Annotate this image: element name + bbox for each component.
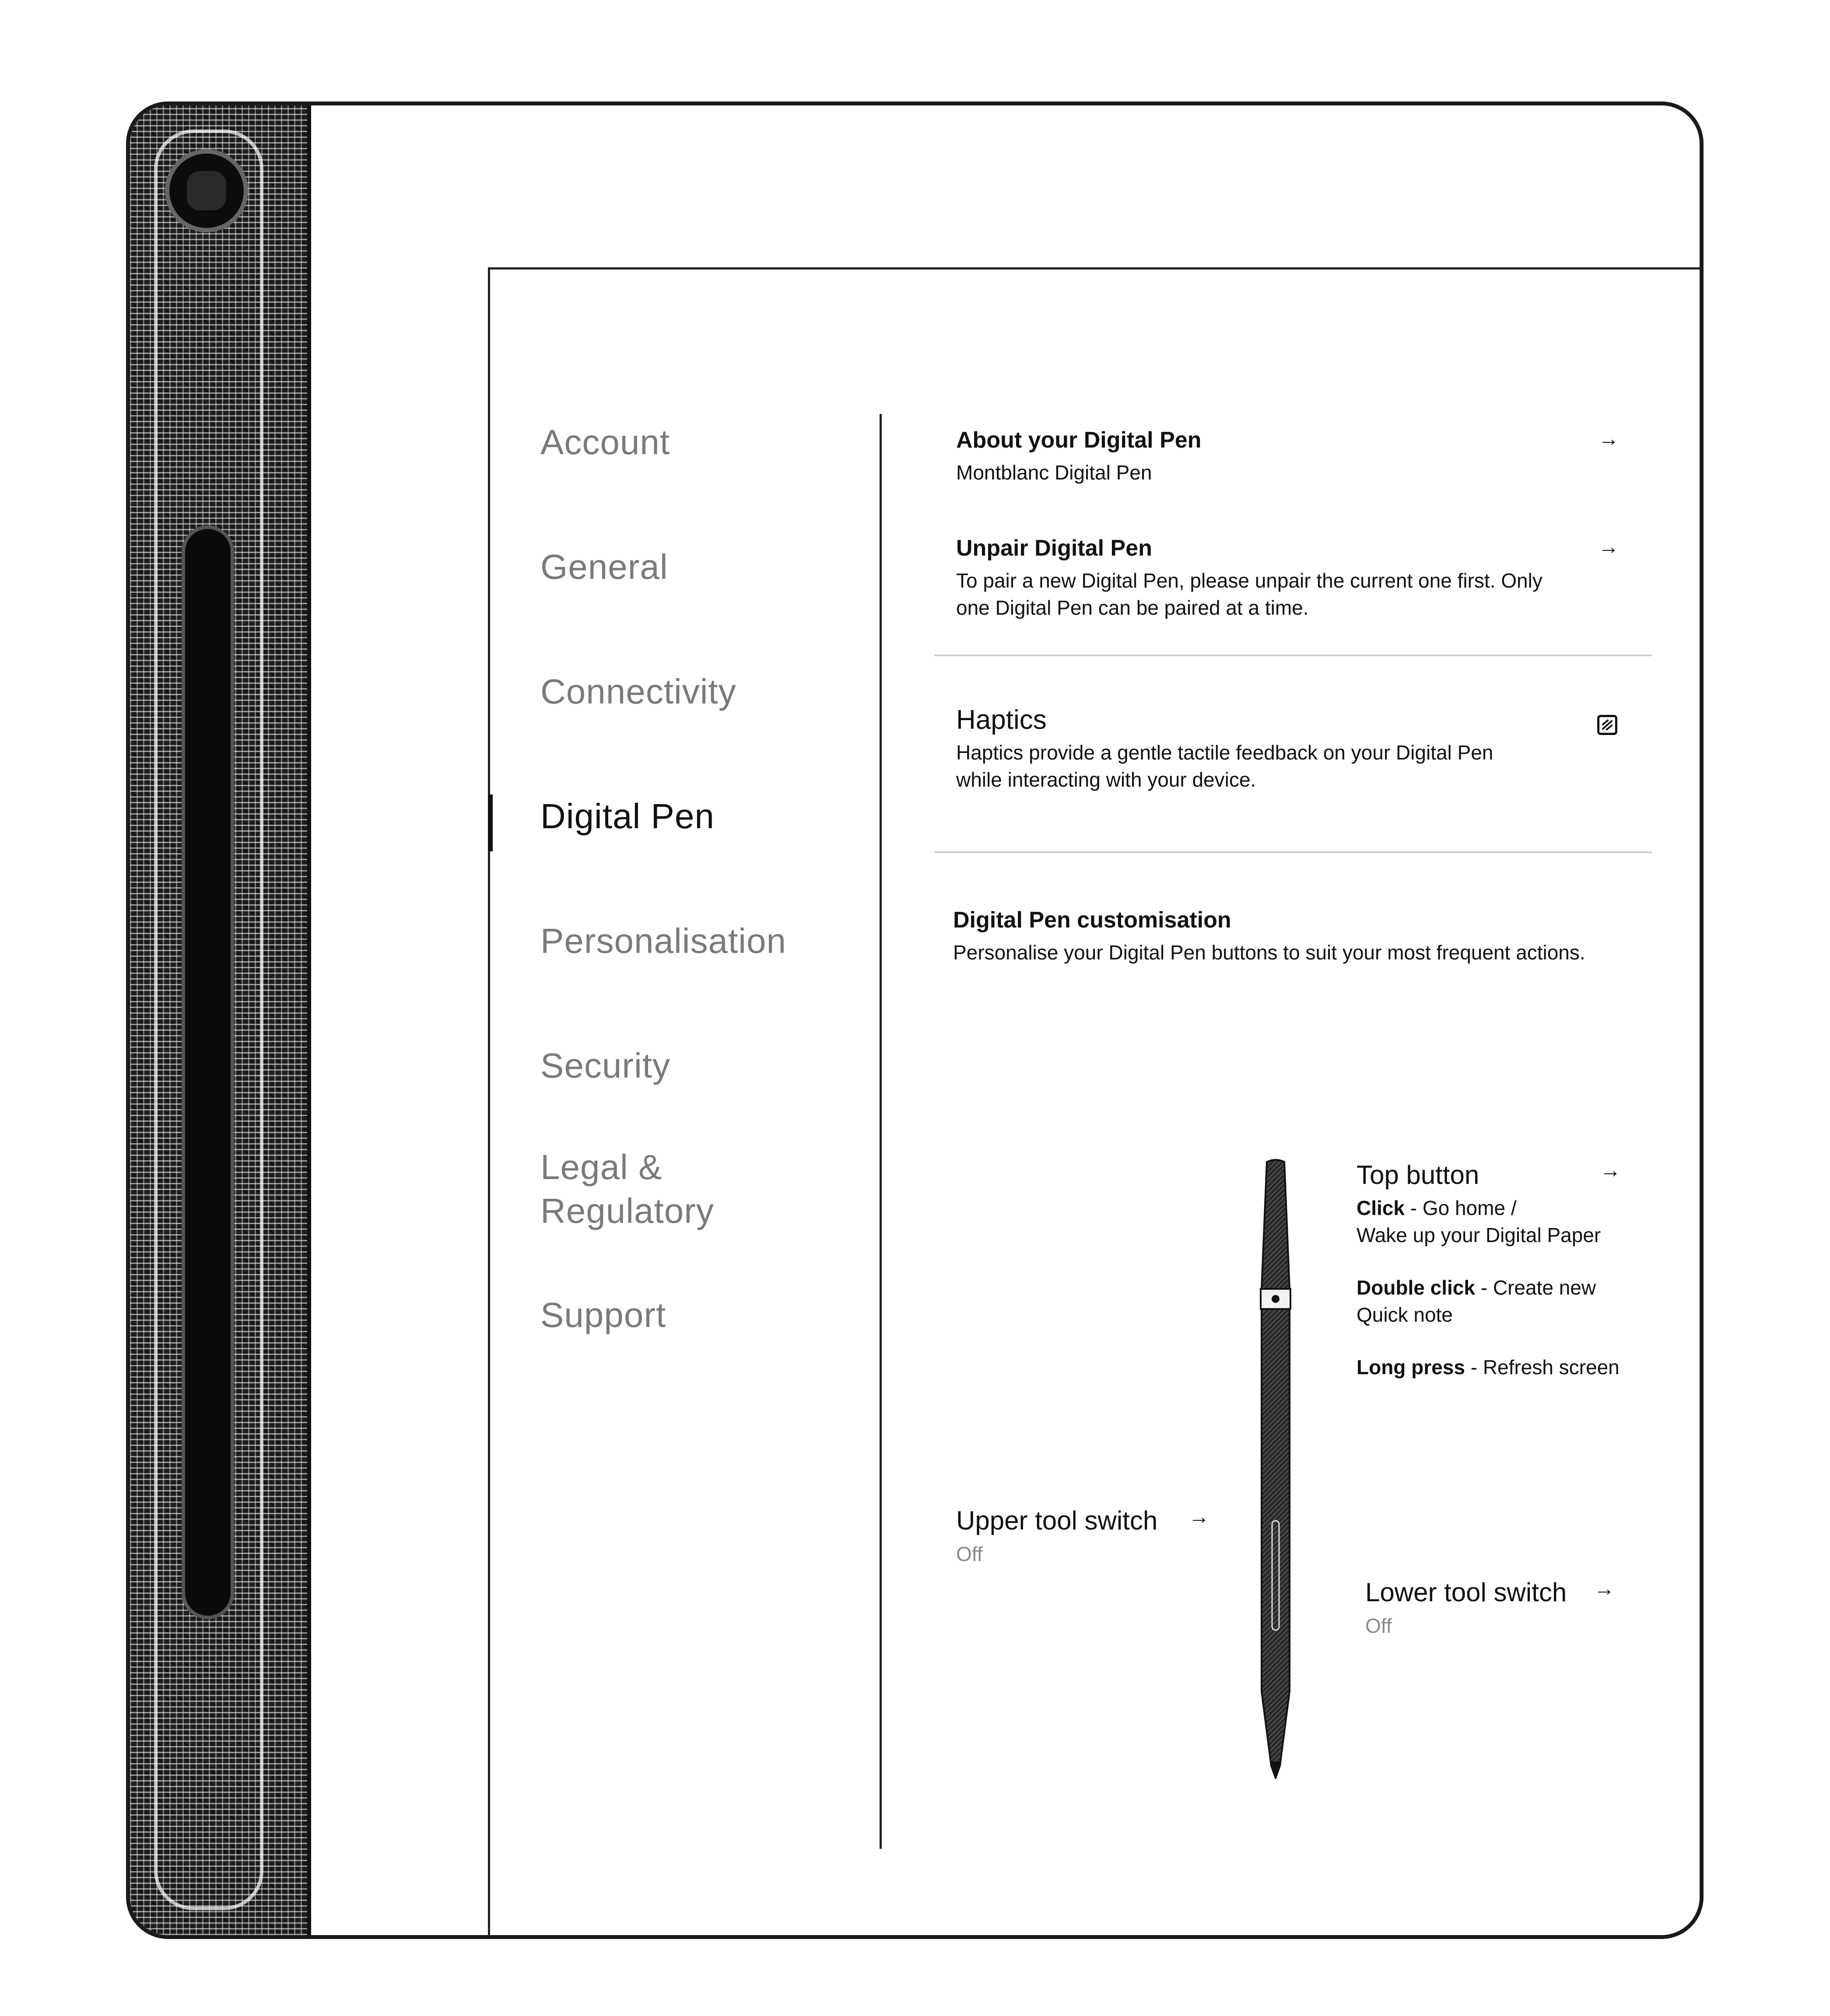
sidebar-item-account[interactable]: Account <box>540 423 670 462</box>
action-text: - Create new <box>1475 1276 1596 1299</box>
sidebar-item-support[interactable]: Support <box>540 1295 666 1334</box>
row-subtitle <box>956 739 1639 793</box>
device-spine <box>130 105 311 1935</box>
sidebar-item-label: Legal & <box>540 1148 663 1186</box>
row-subtitle-line: To pair a new Digital Pen, please unpair the current one first. Only <box>956 569 1543 592</box>
digital-paper-device <box>126 102 1704 1939</box>
row-title: Haptics <box>956 705 1047 735</box>
unpair-digital-pen-row[interactable] <box>956 533 1639 621</box>
top-button-double-click <box>1357 1274 1628 1328</box>
lower-tool-switch-arrow-icon[interactable]: → <box>1594 1577 1615 1600</box>
customisation-header <box>953 905 1636 966</box>
digital-pen-illustration <box>1249 1158 1302 1779</box>
upper-tool-switch-title: Upper tool switch <box>956 1506 1158 1535</box>
upper-tool-switch-value: Off <box>956 1543 983 1565</box>
section-divider <box>934 654 1652 656</box>
lower-tool-switch-panel[interactable] <box>1365 1575 1602 1639</box>
sidebar-item-general[interactable]: General <box>540 547 668 586</box>
upper-tool-switch-panel[interactable] <box>956 1503 1192 1567</box>
action-label: Long press <box>1357 1356 1465 1379</box>
about-arrow-icon[interactable]: → <box>1598 427 1619 451</box>
sidebar-item-connectivity[interactable]: Connectivity <box>540 672 736 711</box>
unpair-arrow-icon[interactable]: → <box>1598 536 1619 559</box>
action-text: - Refresh screen <box>1465 1356 1620 1379</box>
haptics-row <box>956 705 1639 793</box>
row-subtitle <box>956 567 1639 621</box>
row-title: Digital Pen customisation <box>953 907 1231 933</box>
row-title: Unpair Digital Pen <box>956 536 1152 561</box>
row-subtitle: Personalise your Digital Pen buttons to suit your most frequent actions. <box>953 941 1585 964</box>
top-button-long-press <box>1357 1354 1628 1381</box>
top-button-panel[interactable] <box>1357 1158 1628 1381</box>
close-icon[interactable] <box>1693 287 1704 326</box>
top-button-click <box>1357 1194 1628 1249</box>
sidebar-divider <box>880 414 882 1849</box>
sidebar-item-digital-pen[interactable]: Digital Pen <box>540 797 715 836</box>
row-subtitle: Montblanc Digital Pen <box>956 461 1152 484</box>
action-text: - Go home / <box>1404 1197 1517 1219</box>
haptics-toggle-icon[interactable] <box>1597 715 1617 735</box>
active-nav-indicator <box>488 794 493 851</box>
lower-tool-switch-value: Off <box>1365 1614 1392 1637</box>
about-digital-pen-row[interactable] <box>956 425 1639 486</box>
lower-tool-switch-title: Lower tool switch <box>1365 1578 1567 1607</box>
sidebar-item-security[interactable]: Security <box>540 1046 670 1085</box>
upper-tool-switch-arrow-icon[interactable]: → <box>1188 1505 1209 1529</box>
top-button-title: Top button <box>1357 1160 1479 1190</box>
action-label: Double click <box>1357 1276 1475 1299</box>
top-button-arrow-icon[interactable]: → <box>1600 1159 1621 1182</box>
pen-holder-loop <box>182 525 234 1619</box>
sidebar-item-legal-regulatory[interactable] <box>540 1145 714 1233</box>
row-title: About your Digital Pen <box>956 427 1202 453</box>
action-text: Quick note <box>1357 1303 1453 1326</box>
row-subtitle-line: one Digital Pen can be paired at a time. <box>956 596 1309 619</box>
row-subtitle-line: while interacting with your device. <box>956 768 1256 791</box>
row-subtitle-line: Haptics provide a gentle tactile feedback on your Digital Pen <box>956 741 1493 764</box>
action-label: Click <box>1357 1197 1405 1219</box>
settings-screen <box>488 267 1704 1939</box>
sidebar-item-label: Regulatory <box>540 1191 714 1230</box>
section-divider <box>934 851 1652 853</box>
action-text: Wake up your Digital Paper <box>1357 1224 1601 1246</box>
sidebar-item-personalisation[interactable]: Personalisation <box>540 921 786 960</box>
montblanc-emblem-icon <box>165 149 248 232</box>
